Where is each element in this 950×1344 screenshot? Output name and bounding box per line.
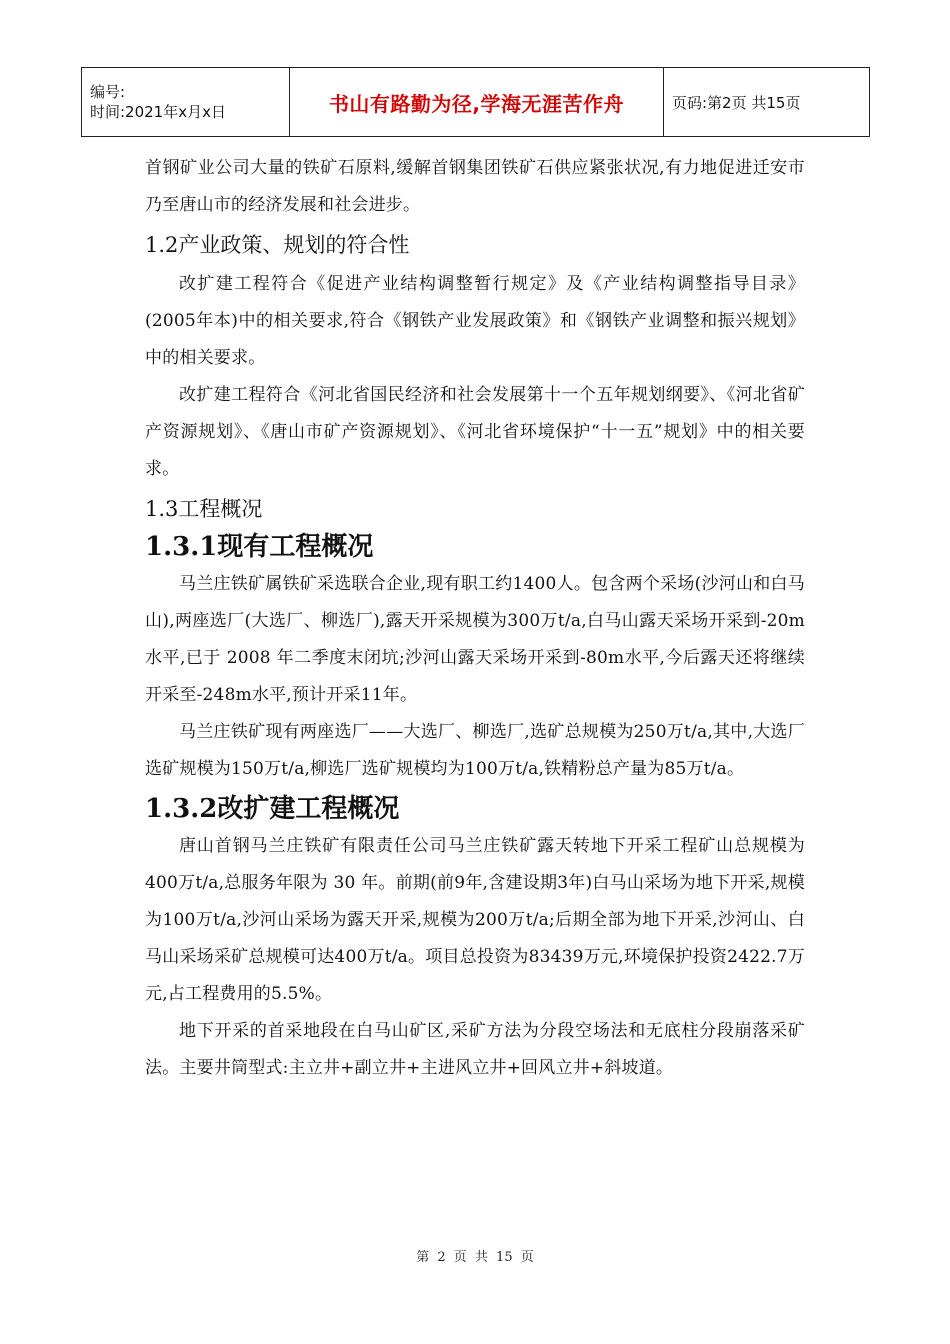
document-time-label: 时间:2021年x月x日 — [90, 103, 226, 121]
paragraph-policy-1: 改扩建工程符合《促进产业结构调整暂行规定》及《产业结构调整指导目录》(2005年本)中的相关要求,符合《钢铁产业发展政策》和《钢铁产业调整和振兴规划》中的相关要求。 — [145, 274, 805, 368]
paragraph-policy-2: 改扩建工程符合《河北省国民经济和社会发展第十一个五年规划纲要》、《河北省矿产资源规划》、《唐山市矿产资源规划》、《河北省环境保护“十一五”规划》中的相关要求。 — [145, 385, 805, 479]
header-table — [81, 67, 870, 137]
paragraph-expansion-1: 唐山首钢马兰庄铁矿有限责任公司马兰庄铁矿露天转地下开采工程矿山总规模为400万t/a,总服务年限为 30 年。前期(前9年,含建设期3年)白马山采场为地下开采,规模为100万t/a,沙河山采场为露天开采,规模为200万t/a;后期全部为地下开采,沙河山、白马山采场采矿总规模可达400万t/a。项目总投资为83439万元,环境保护投资2422.7万元,占工程费用的5.5%。 — [145, 836, 805, 1004]
header-motto: 书山有路勤为径,学海无涯苦作舟 — [290, 68, 664, 137]
paragraph-continuation: 首钢矿业公司大量的铁矿石原料,缓解首钢集团铁矿石供应紧张状况,有力地促进迁安市乃至唐山市的经济发展和社会进步。 — [145, 158, 805, 215]
heading-1-3-2: 1.3.2改扩建工程概况 — [145, 794, 400, 824]
page-footer: 第 2 页 共 15 页 — [416, 1250, 534, 1265]
paragraph-expansion-2: 地下开采的首采地段在白马山矿区,采矿方法为分段空场法和无底柱分段崩落采矿法。主要井筒型式:主立井+副立井+主进风立井+回风立井+斜坡道。 — [145, 1021, 805, 1078]
header-meta-cell — [82, 68, 290, 137]
heading-1-3-1: 1.3.1现有工程概况 — [145, 532, 374, 562]
heading-1-3: 1.3工程概况 — [145, 497, 263, 521]
header-page-info: 页码:第2页 共15页 — [664, 68, 870, 137]
paragraph-existing-1: 马兰庄铁矿属铁矿采选联合企业,现有职工约1400人。包含两个采场(沙河山和白马山),两座选厂(大选厂、柳选厂),露天开采规模为300万t/a,白马山露天采场开采到-20m水平,已于 2008 年二季度末闭坑;沙河山露天采场开采到-80m水平,今后露天还将继续开采至-248m水平,预计开采11年。 — [145, 574, 805, 705]
heading-1-2: 1.2产业政策、规划的符合性 — [145, 233, 410, 257]
document-body — [145, 150, 805, 1087]
document-number-label: 编号: — [90, 83, 126, 101]
paragraph-existing-2: 马兰庄铁矿现有两座选厂——大选厂、柳选厂,选矿总规模为250万t/a,其中,大选厂选矿规模为150万t/a,柳选厂选矿规模均为100万t/a,铁精粉总产量为85万t/a。 — [145, 722, 805, 779]
